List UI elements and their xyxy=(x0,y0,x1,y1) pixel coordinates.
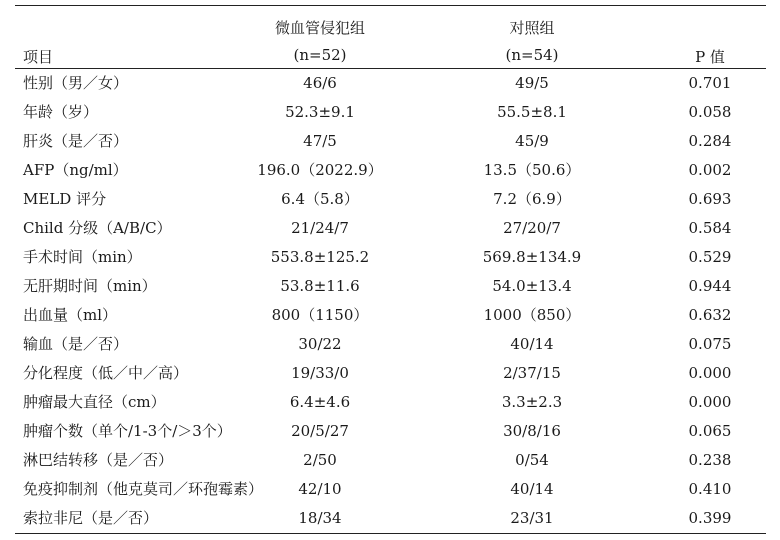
row-group2-cell: 23/31 xyxy=(510,509,554,527)
data-table xyxy=(15,5,766,534)
table-row xyxy=(15,214,766,243)
row-item-cell: 免疫抑制剂（他克莫司／环孢霉素） xyxy=(23,480,264,498)
row-group2-cell: 30/8/16 xyxy=(503,422,561,440)
row-item-cell: 肿瘤最大直径（cm） xyxy=(23,393,166,411)
table-row xyxy=(15,359,766,388)
row-item-cell: MELD 评分 xyxy=(23,190,107,208)
row-p-value-cell: 0.284 xyxy=(688,132,732,150)
table-header xyxy=(15,6,766,68)
group2-name-header: 对照组 xyxy=(509,19,555,37)
row-item-cell: 输血（是／否） xyxy=(23,335,129,353)
row-group2-cell: 2/37/15 xyxy=(503,364,561,382)
row-item-cell: AFP（ng/ml） xyxy=(23,161,128,179)
table-row xyxy=(15,504,766,533)
group1-n-header: (n=52) xyxy=(293,46,347,64)
row-group2-cell: 40/14 xyxy=(510,480,554,498)
row-p-value-cell: 0.238 xyxy=(688,451,732,469)
row-p-value-cell: 0.701 xyxy=(688,74,732,92)
group2-n-header: (n=54) xyxy=(505,46,559,64)
row-p-value-cell: 0.632 xyxy=(688,306,732,324)
row-group2-cell: 54.0±13.4 xyxy=(492,277,572,295)
row-group1-cell: 2/50 xyxy=(303,451,337,469)
p-value-header: P 值 xyxy=(695,48,725,66)
row-p-value-cell: 0.399 xyxy=(688,509,732,527)
row-group2-cell: 0/54 xyxy=(515,451,549,469)
table-row xyxy=(15,127,766,156)
row-p-value-cell: 0.000 xyxy=(688,393,732,411)
row-group1-cell: 52.3±9.1 xyxy=(285,103,355,121)
row-group1-cell: 553.8±125.2 xyxy=(270,248,370,266)
row-p-value-cell: 0.058 xyxy=(688,103,732,121)
row-group2-cell: 569.8±134.9 xyxy=(482,248,582,266)
table-row xyxy=(15,301,766,330)
table-row xyxy=(15,446,766,475)
table-row xyxy=(15,243,766,272)
row-p-value-cell: 0.410 xyxy=(688,480,732,498)
row-item-cell: 出血量（ml） xyxy=(23,306,118,324)
table-row xyxy=(15,417,766,446)
table-body xyxy=(15,69,766,533)
row-group1-cell: 6.4（5.8） xyxy=(281,190,359,208)
row-group1-cell: 42/10 xyxy=(298,480,342,498)
row-item-cell: Child 分级（A/B/C） xyxy=(23,219,172,237)
bottom-rule xyxy=(15,533,766,534)
row-item-cell: 无肝期时间（min） xyxy=(23,277,157,295)
row-group1-cell: 53.8±11.6 xyxy=(280,277,360,295)
table-row xyxy=(15,330,766,359)
row-group1-cell: 20/5/27 xyxy=(291,422,349,440)
row-group2-cell: 27/20/7 xyxy=(503,219,561,237)
row-p-value-cell: 0.075 xyxy=(688,335,732,353)
row-group2-cell: 55.5±8.1 xyxy=(497,103,567,121)
table-row xyxy=(15,475,766,504)
row-item-cell: 索拉非尼（是／否） xyxy=(23,509,159,527)
table-row xyxy=(15,156,766,185)
table-row xyxy=(15,185,766,214)
row-group1-cell: 19/33/0 xyxy=(291,364,349,382)
row-p-value-cell: 0.000 xyxy=(688,364,732,382)
row-item-cell: 肝炎（是／否） xyxy=(23,132,129,150)
row-group2-cell: 1000（850） xyxy=(483,306,581,324)
row-p-value-cell: 0.002 xyxy=(688,161,732,179)
row-p-value-cell: 0.693 xyxy=(688,190,732,208)
row-group2-cell: 7.2（6.9） xyxy=(493,190,571,208)
row-group1-cell: 47/5 xyxy=(303,132,337,150)
table-row xyxy=(15,69,766,98)
row-group1-cell: 46/6 xyxy=(303,74,337,92)
row-group2-cell: 40/14 xyxy=(510,335,554,353)
row-group2-cell: 49/5 xyxy=(515,74,549,92)
row-group2-cell: 45/9 xyxy=(515,132,549,150)
row-group1-cell: 196.0（2022.9） xyxy=(257,161,383,179)
group1-name-header: 微血管侵犯组 xyxy=(274,19,365,37)
row-item-cell: 肿瘤个数（单个/1-3个/＞3个） xyxy=(23,422,232,440)
item-header: 项目 xyxy=(23,48,54,66)
row-group2-cell: 3.3±2.3 xyxy=(501,393,563,411)
row-item-cell: 年龄（岁） xyxy=(23,103,99,121)
row-p-value-cell: 0.584 xyxy=(688,219,732,237)
row-group2-cell: 13.5（50.6） xyxy=(483,161,581,179)
row-group1-cell: 30/22 xyxy=(298,335,342,353)
table-row xyxy=(15,98,766,127)
row-item-cell: 性别（男／女） xyxy=(23,74,129,92)
row-p-value-cell: 0.065 xyxy=(688,422,732,440)
row-item-cell: 手术时间（min） xyxy=(23,248,142,266)
row-group1-cell: 800（1150） xyxy=(271,306,369,324)
table-row xyxy=(15,272,766,301)
row-item-cell: 淋巴结转移（是／否） xyxy=(23,451,174,469)
row-group1-cell: 6.4±4.6 xyxy=(289,393,351,411)
row-group1-cell: 21/24/7 xyxy=(291,219,349,237)
table-row xyxy=(15,388,766,417)
row-p-value-cell: 0.529 xyxy=(688,248,732,266)
row-item-cell: 分化程度（低／中／高） xyxy=(23,364,189,382)
row-group1-cell: 18/34 xyxy=(298,509,342,527)
row-p-value-cell: 0.944 xyxy=(688,277,732,295)
